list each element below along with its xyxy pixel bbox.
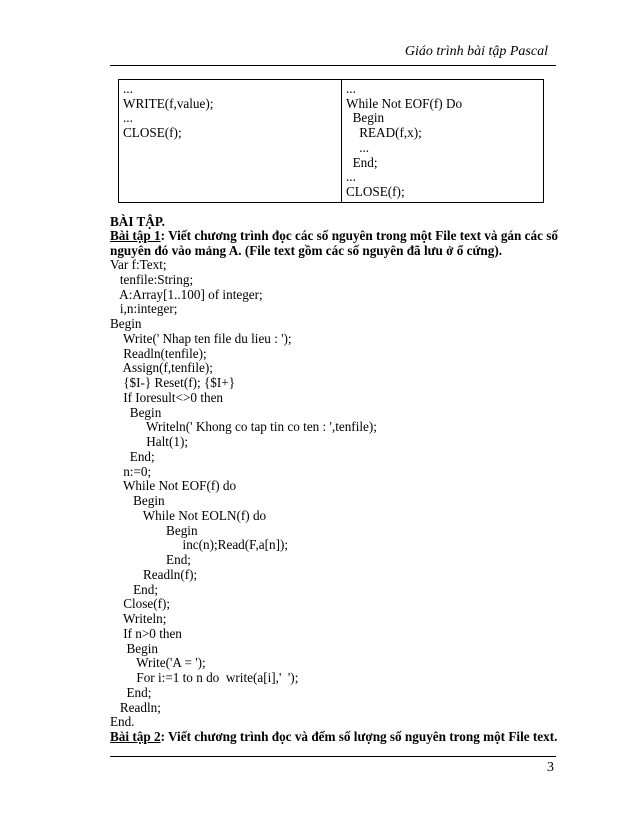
running-header: Giáo trình bài tập Pascal: [404, 44, 548, 59]
table-code-line: ...: [346, 139, 370, 155]
code-line: Write(' Nhap ten file du lieu : ');: [110, 330, 292, 346]
code-line: While Not EOF(f) do: [110, 478, 237, 494]
code-line: Begin: [110, 493, 165, 508]
code-line: While Not EOLN(f) do: [110, 507, 267, 523]
exercise-1-text: : Viết chương trình đọc các số nguyên trong một File text và gán các số nguyên đó vào mảng A. (File text gồm các số nguyên đã lưu ở ổ cứng).: [110, 228, 559, 258]
code-line: Assign(f,tenfile);: [110, 360, 213, 376]
code-line: If Ioresult<>0 then: [110, 389, 224, 405]
footer-rule: [110, 756, 556, 757]
exercise-heading: BÀI TẬP.: [110, 214, 165, 229]
exercise-2: [110, 729, 558, 744]
code-line: tenfile:String;: [110, 271, 194, 287]
exercise-2-text: : Viết chương trình đọc và đếm số lượng số nguyên trong một File text.: [160, 729, 558, 744]
code-line: Begin: [110, 404, 162, 420]
code-line: End;: [110, 581, 158, 597]
table-code-line: READ(f,x);: [346, 125, 422, 141]
table-code-line: ...: [346, 169, 356, 185]
code-line: n:=0;: [110, 463, 152, 479]
code-line: End.: [110, 714, 135, 730]
code-line: Var f:Text;: [110, 257, 167, 272]
exercise-2-label: Bài tập 2: [110, 729, 161, 744]
write-file-cell: [119, 80, 342, 203]
code-line: Write('A = ');: [110, 655, 206, 671]
read-file-cell: [342, 80, 544, 203]
code-line: End;: [110, 552, 191, 567]
file-ops-table: [118, 79, 544, 203]
pascal-code-block: [110, 258, 550, 730]
exercise-1: [110, 228, 558, 258]
code-line: Begin: [110, 640, 158, 656]
code-line: End;: [110, 684, 152, 700]
header-rule: [110, 65, 556, 66]
code-line: Begin: [110, 522, 198, 538]
code-line: Halt(1);: [110, 434, 189, 449]
code-line: inc(n);Read(F,a[n]);: [110, 537, 289, 553]
exercise-1-label: Bài tập 1: [110, 228, 161, 243]
code-line: i,n:integer;: [110, 301, 178, 317]
page-number: 3: [547, 760, 554, 775]
table-code-line: While Not EOF(f) Do: [346, 95, 463, 111]
code-line: Close(f);: [110, 596, 171, 612]
table-code-line: End;: [346, 154, 378, 170]
code-line: For i:=1 to n do write(a[i],' ');: [110, 670, 299, 685]
table-code-line: WRITE(f,value);: [123, 95, 214, 111]
code-line: Readln(f);: [110, 566, 198, 582]
table-code-line: CLOSE(f);: [346, 183, 405, 199]
table-code-line: ...: [123, 81, 133, 96]
code-line: Readln;: [110, 699, 161, 715]
code-line: A:Array[1..100] of integer;: [110, 286, 263, 302]
table-code-line: ...: [346, 81, 356, 96]
code-line: Readln(tenfile);: [110, 345, 207, 361]
table-code-line: ...: [123, 110, 133, 126]
code-line: Writeln;: [110, 611, 167, 626]
code-line: Begin: [110, 316, 142, 331]
table-code-line: Begin: [346, 110, 385, 126]
code-line: End;: [110, 448, 155, 464]
code-line: Writeln(' Khong co tap tin co ten : ',tenfile);: [110, 419, 377, 435]
code-line: {$I-} Reset(f); {$I+}: [110, 375, 236, 390]
table-code-line: CLOSE(f);: [123, 125, 182, 141]
code-line: If n>0 then: [110, 625, 182, 641]
